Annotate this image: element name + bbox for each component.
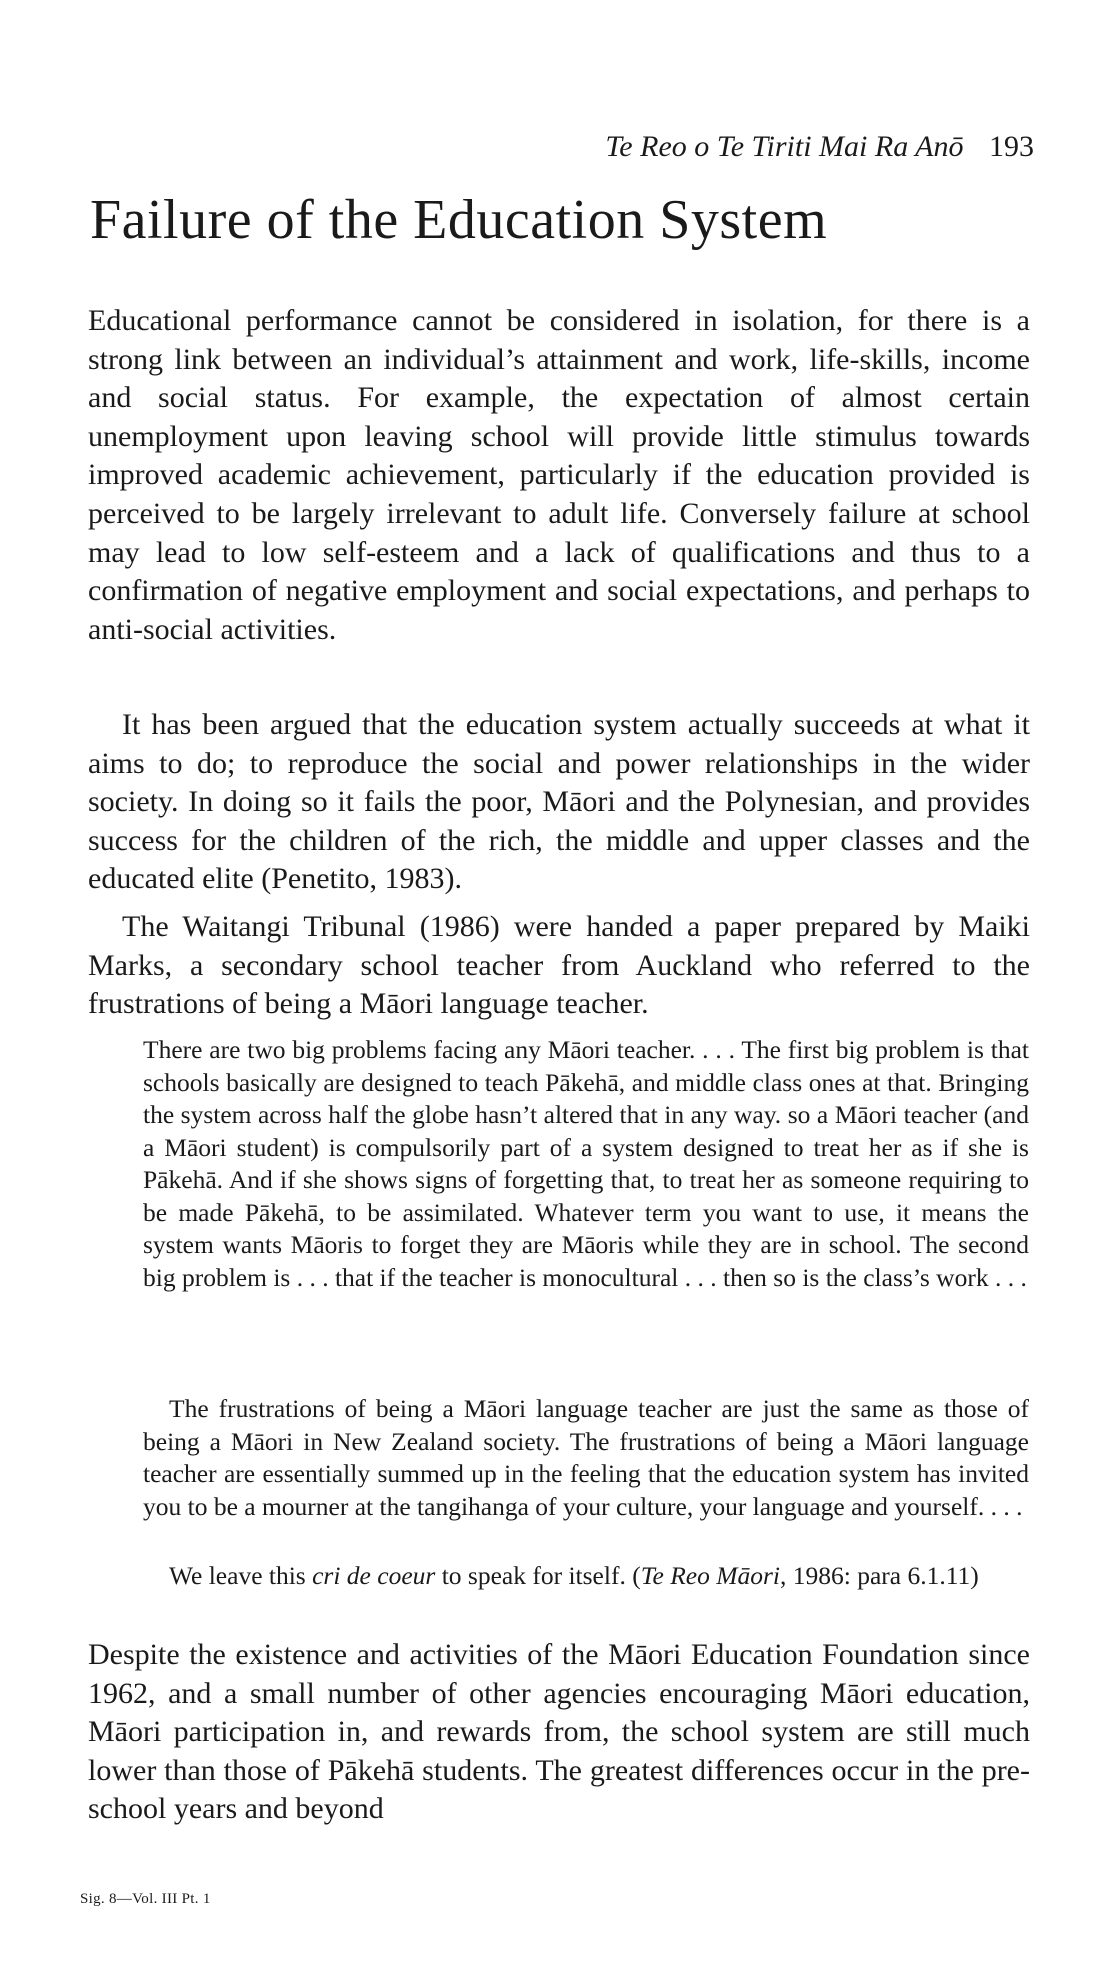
- body-paragraph-1: Educational performance cannot be considered in isolation, for there is a strong link between an individual’s attainment and work, life-skills, income and social status. For example, the expectation of almost certain unemployment upon leaving school will provide little stimulus towards improved academic achievement, particularly if the education provided is perceived to be largely irrelevant to adult life. Conversely failure at school may lead to low self-esteem and a lack of qualifications and thus to a confirmation of negative employment and social expectations, and perhaps to anti-social activities.: [88, 304, 1030, 646]
- signature-mark: Sig. 8—Vol. III Pt. 1: [80, 1891, 211, 1907]
- running-head-title: Te Reo o Te Tiriti Mai Ra Anō: [605, 130, 964, 163]
- body-paragraph-3: The Waitangi Tribunal (1986) were handed a paper prepared by Maiki Marks, a secondary school teacher from Auckland who referred to the frustrations of being a Māori language teacher.: [88, 910, 1030, 1021]
- body-paragraph-4: Despite the existence and activities of the Māori Education Foundation since 1962, and a small number of other agencies encouraging Māori education, Māori participation in, and rewards from, the school system are still much lower than those of Pākehā students. The greatest differences occur in the pre-school years and beyond: [88, 1638, 1030, 1826]
- running-head: [605, 130, 1034, 164]
- citation-foreign-phrase: cri de coeur: [312, 1561, 436, 1590]
- citation-source: Te Reo Māori: [640, 1561, 780, 1590]
- citation-lead: We leave this: [169, 1561, 313, 1590]
- block-quote-citation: [143, 1560, 1029, 1593]
- block-quote-part-2: The frustrations of being a Māori language teacher are just the same as those of being a Māori in New Zealand society. The frustrations of being a Māori language teacher are essentially summed up in the feeling that the education system has invited you to be a mourner at the tangihanga of your culture, your language and yourself. . . .: [143, 1394, 1029, 1521]
- body-paragraph-2: It has been argued that the education system actually succeeds at what it aims to do; to reproduce the social and power relationships in the wider society. In doing so it fails the poor, Māori and the Polynesian, and provides success for the children of the rich, the middle and upper classes and the educated elite (Penetito, 1983).: [88, 708, 1030, 896]
- citation-end: , 1986: para 6.1.11): [780, 1561, 979, 1590]
- page-number: 193: [989, 130, 1034, 163]
- citation-middle: to speak for itself. (: [435, 1561, 641, 1590]
- block-quote-part-1: There are two big problems facing any Māori teacher. . . . The first big problem is that schools basically are designed to teach Pākehā, and middle class ones at that. Bringing the system across half the globe hasn’t altered that in any way. so a Māori teacher (and a Māori student) is compulsorily part of a system designed to treat her as if she is Pākehā. And if she shows signs of forgetting that, to treat her as someone requiring to be made Pākehā, to be assimilated. Whatever term you want to use, it means the system wants Māoris to forget they are Māoris while they are in school. The second big problem is . . . that if the teacher is monocultural . . . then so is the class’s work . . .: [143, 1035, 1029, 1292]
- section-heading: Failure of the Education System: [90, 189, 828, 251]
